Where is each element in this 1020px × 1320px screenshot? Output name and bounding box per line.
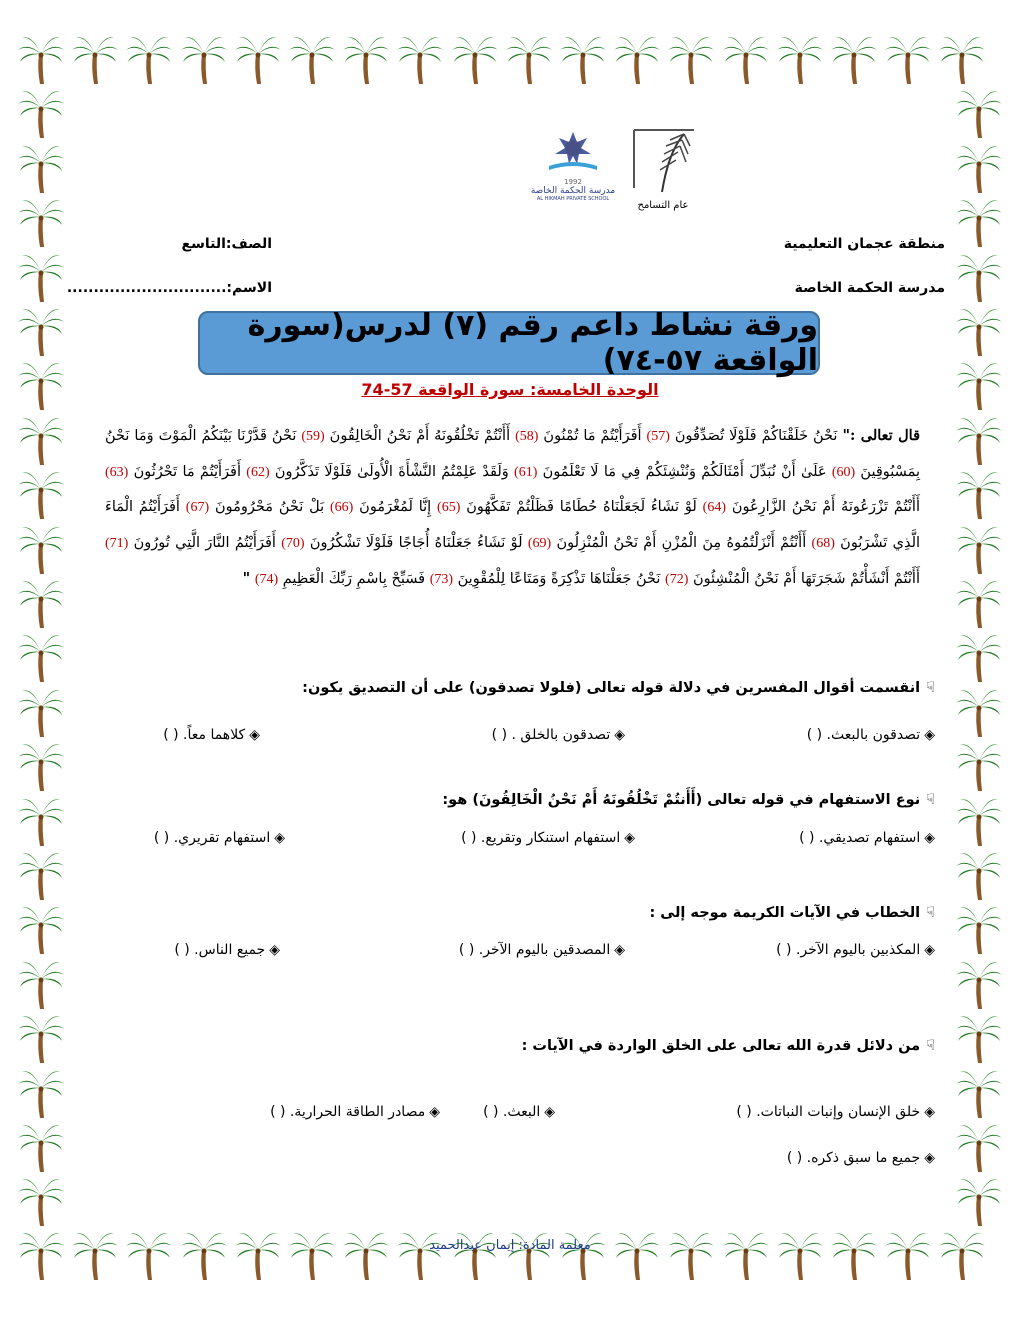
palm-tree-icon: [668, 1228, 714, 1280]
diamond-bullet-icon: ◈: [924, 727, 935, 743]
palm-tree-icon: [18, 86, 64, 138]
palm-tree-icon: [560, 1228, 606, 1280]
palm-tree-icon: [181, 32, 227, 84]
diamond-bullet-icon: ◈: [544, 1104, 555, 1120]
diamond-bullet-icon: ◈: [614, 942, 625, 958]
verse-text: نَحْنُ قَدَّرْنَا بَيْنَكُمُ الْمَوْتَ وَمَا نَحْنُ بِمَسْبُوقِينَ: [105, 428, 920, 480]
palm-tree-icon: [956, 576, 1002, 628]
answer-option[interactable]: [483, 1104, 555, 1120]
tolerance-logo-text: عام التسامح: [637, 200, 689, 211]
school-label: مدرسة الحكمة الخاصة: [794, 280, 945, 296]
verse-text: أَفَرَأَيْتُمُ النَّارَ الَّتِي تُورُونَ: [128, 534, 276, 551]
verse-number: (59): [301, 429, 325, 444]
worksheet-title: ورقة نشاط داعم رقم (٧) لدرس(سورة الواقعة ٥٧-٧٤): [247, 308, 818, 378]
palm-tree-icon: [956, 902, 1002, 954]
verse-text: أَأَنْتُمْ أَنْشَأْتُمْ شَجَرَتَهَا أَمْ نَحْنُ الْمُنْشِئُونَ: [688, 571, 920, 587]
palm-tree-icon: [956, 739, 1002, 791]
teacher-footer: معلمة المادة: إيمان عبدالحميد: [429, 1238, 591, 1253]
verse-text: أَفَرَأَيْتُمْ مَا تَحْرُثُونَ: [128, 463, 241, 480]
palm-frond-icon: [624, 128, 702, 198]
answer-option[interactable]: [461, 830, 635, 846]
verses-block: [105, 418, 920, 598]
name-field[interactable]: [67, 280, 272, 296]
palm-tree-icon: [18, 957, 64, 1009]
palm-tree-icon: [614, 1228, 660, 1280]
verse-number: (68): [811, 535, 835, 551]
palm-tree-icon: [956, 794, 1002, 846]
palm-tree-icon: [560, 32, 606, 84]
verse-text: أَأَنْتُمْ أَنْزَلْتُمُوهُ مِنَ الْمُزْنِ أَمْ نَحْنُ الْمُنْزِلُونَ: [551, 534, 807, 551]
palm-tree-icon: [956, 630, 1002, 682]
zone-label: منطقة عجمان التعليمية: [783, 236, 945, 252]
option-text: البعث. ( ): [483, 1104, 541, 1120]
verse-number: (69): [527, 535, 552, 551]
palm-tree-icon: [452, 32, 498, 84]
palm-tree-icon: [956, 413, 1002, 465]
palm-tree-icon: [956, 195, 1002, 247]
verse-number: (70): [281, 535, 305, 551]
question-text: من دلائل قدرة الله تعالى على الخلق الواردة في الآيات :: [521, 1038, 921, 1054]
option-text: خلق الإنسان وإنبات النباتات. ( ): [736, 1104, 921, 1120]
verse-text: نَحْنُ خَلَقْنَاكُمْ فَلَوْلَا تُصَدِّقُونَ: [669, 428, 838, 444]
palm-tree-icon: [506, 1228, 552, 1280]
palm-tree-icon: [18, 1174, 64, 1226]
palm-tree-icon: [235, 32, 281, 84]
palm-tree-icon: [18, 848, 64, 900]
palm-tree-icon: [343, 32, 389, 84]
palm-tree-icon: [956, 1174, 1002, 1226]
verse-number: (72): [665, 572, 689, 587]
palm-tree-icon: [956, 848, 1002, 900]
verse-number: (64): [702, 500, 726, 515]
verses-intro: قال تعالى :": [842, 427, 921, 444]
school-logo-english: AL HIKMAH PRIVATE SCHOOL: [536, 196, 610, 202]
palm-tree-icon: [18, 467, 64, 519]
palm-tree-icon: [18, 630, 64, 682]
answer-option[interactable]: [154, 830, 285, 846]
verse-number: (60): [831, 464, 856, 480]
palm-tree-icon: [885, 1228, 931, 1280]
verse-number: (73): [429, 572, 454, 587]
verse-number: (65): [437, 500, 461, 515]
palm-tree-icon: [723, 1228, 769, 1280]
palm-tree-icon: [18, 1066, 64, 1118]
palm-tree-icon: [126, 32, 172, 84]
verses-outro: ": [242, 570, 251, 587]
palm-tree-icon: [956, 1066, 1002, 1118]
answer-option[interactable]: [736, 1104, 935, 1120]
palm-tree-icon: [18, 32, 64, 84]
diamond-bullet-icon: ◈: [249, 727, 260, 743]
diamond-bullet-icon: ◈: [924, 942, 935, 958]
palm-tree-icon: [72, 32, 118, 84]
answer-option[interactable]: [787, 1150, 935, 1166]
option-text: تصدقون بالبعث. ( ): [806, 727, 921, 743]
school-logo: [528, 128, 618, 210]
answer-option[interactable]: [163, 727, 260, 743]
verse-number: (63): [105, 464, 129, 480]
palm-tree-icon: [506, 32, 552, 84]
diamond-bullet-icon: ◈: [624, 830, 635, 846]
diamond-bullet-icon: ◈: [269, 942, 280, 958]
palm-tree-icon: [18, 1011, 64, 1063]
diamond-bullet-icon: ◈: [924, 1150, 935, 1166]
answer-option[interactable]: [174, 942, 280, 958]
verse-text: أَأَنْتُمْ تَزْرَعُونَهُ أَمْ نَحْنُ الزَّارِعُونَ: [725, 499, 920, 515]
palm-tree-icon: [614, 32, 660, 84]
answer-option[interactable]: [776, 942, 935, 958]
verse-text: إِنَّا لَمُغْرَمُونَ: [353, 499, 432, 515]
option-text: المكذبين باليوم الآخر. ( ): [776, 942, 921, 958]
verse-text: بَلْ نَحْنُ مَحْرُومُونَ: [209, 499, 325, 515]
palm-tree-icon: [18, 685, 64, 737]
palm-tree-icon: [18, 413, 64, 465]
verse-text: لَوْ نَشَاءُ لَجَعَلْنَاهُ حُطَامًا فَظَلْتُمْ تَفَكَّهُونَ: [460, 499, 697, 515]
palm-tree-icon: [18, 141, 64, 193]
palm-tree-icon: [956, 250, 1002, 302]
palm-tree-icon: [777, 1228, 823, 1280]
pointing-hand-icon: ☟: [926, 1038, 935, 1054]
question-text: نوع الاستفهام في قوله تعالى (أَأَنتُمْ تَخْلُقُونَهُ أَمْ نَحْنُ الْخَالِقُونَ) هو:: [442, 792, 921, 808]
verse-number: (61): [514, 464, 538, 480]
palm-tree-icon: [956, 86, 1002, 138]
palm-tree-icon: [956, 685, 1002, 737]
option-text: جميع الناس. ( ): [174, 942, 266, 958]
palm-tree-icon: [18, 1228, 64, 1280]
option-text: استفهام استنكار وتقريع. ( ): [461, 830, 621, 846]
answer-option[interactable]: [807, 727, 935, 743]
palm-tree-icon: [18, 195, 64, 247]
school-logo-arabic: مدرسة الحكمة الخاصة: [530, 186, 616, 196]
palm-tree-icon: [956, 141, 1002, 193]
name-label: الاسم:: [226, 280, 272, 296]
question-2: [442, 792, 935, 808]
palm-tree-icon: [181, 1228, 227, 1280]
palm-tree-icon: [956, 957, 1002, 1009]
diamond-bullet-icon: ◈: [924, 1104, 935, 1120]
option-text: جميع ما سبق ذكره. ( ): [786, 1150, 921, 1166]
palm-tree-icon: [777, 32, 823, 84]
option-text: استفهام تصديقي. ( ): [799, 830, 921, 846]
palm-tree-icon: [18, 304, 64, 356]
name-dots: ..............................: [66, 280, 227, 296]
option-text: استفهام تقريري. ( ): [153, 830, 271, 846]
palm-tree-icon: [18, 902, 64, 954]
palm-tree-icon: [956, 304, 1002, 356]
palm-tree-icon: [956, 522, 1002, 574]
palm-tree-icon: [18, 522, 64, 574]
palm-tree-icon: [723, 32, 769, 84]
palm-tree-icon: [343, 1228, 389, 1280]
verse-number: (62): [246, 464, 270, 480]
diamond-bullet-icon: ◈: [614, 727, 625, 743]
palm-tree-icon: [289, 32, 335, 84]
palm-tree-icon: [18, 739, 64, 791]
palm-tree-icon: [289, 1228, 335, 1280]
verse-number: (57): [646, 429, 670, 444]
verse-number: (66): [329, 500, 354, 515]
palm-tree-icon: [939, 1228, 985, 1280]
verse-number: (67): [185, 500, 210, 515]
verse-text: أَفَرَأَيْتُمُ الْمَاءَ الَّذِي تَشْرَبُونَ: [105, 499, 921, 551]
verse-number: (58): [515, 429, 539, 444]
option-text: مصادر الطاقة الحرارية. ( ): [270, 1104, 426, 1120]
palm-tree-icon: [397, 1228, 443, 1280]
pointing-hand-icon: ☟: [926, 680, 935, 696]
school-emblem-icon: [543, 128, 603, 174]
verse-text: وَلَقَدْ عَلِمْتُمُ النَّشْأَةَ الْأُولَىٰ فَلَوْلَا تَذَكَّرُونَ: [269, 463, 509, 480]
palm-tree-icon: [668, 32, 714, 84]
palm-tree-icon: [18, 576, 64, 628]
palm-tree-icon: [831, 1228, 877, 1280]
answer-option[interactable]: [459, 942, 625, 958]
verse-text: عَلَىٰ أَنْ نُبَدِّلَ أَمْثَالَكُمْ وَنُنْشِئَكُمْ فِي مَا لَا تَعْلَمُونَ: [537, 463, 827, 480]
worksheet-title-banner: [198, 308, 820, 378]
palm-tree-icon: [18, 250, 64, 302]
palm-tree-icon: [72, 1228, 118, 1280]
verse-text: أَفَرَأَيْتُمْ مَا تُمْنُونَ: [538, 428, 642, 444]
diamond-bullet-icon: ◈: [429, 1104, 440, 1120]
question-3: [649, 905, 935, 921]
unit-title: الوحدة الخامسة: سورة الواقعة 57-74: [361, 380, 659, 399]
question-1: [302, 680, 935, 696]
palm-tree-icon: [452, 1228, 498, 1280]
verse-number: (71): [105, 535, 129, 551]
palm-tree-icon: [18, 1120, 64, 1172]
pointing-hand-icon: ☟: [926, 792, 935, 808]
verse-text: نَحْنُ جَعَلْنَاهَا تَذْكِرَةً وَمَتَاعًا لِلْمُقْوِينَ: [453, 571, 661, 587]
palm-tree-icon: [235, 1228, 281, 1280]
pointing-hand-icon: ☟: [926, 905, 935, 921]
school-logo-year: 1992: [564, 178, 582, 186]
palm-tree-icon: [956, 467, 1002, 519]
verse-text: أَأَنْتُمْ تَخْلُقُونَهُ أَمْ نَحْنُ الْخَالِقُونَ: [324, 428, 511, 444]
palm-tree-icon: [956, 1120, 1002, 1172]
question-text: انقسمت أقوال المفسرين في دلالة قوله تعالى (فلولا تصدقون) على أن التصديق يكون:: [302, 680, 921, 696]
grade-label: الصف:التاسع: [181, 236, 272, 252]
option-text: كلاهما معاً. ( ): [163, 727, 246, 743]
palm-tree-icon: [956, 1011, 1002, 1063]
palm-tree-icon: [126, 1228, 172, 1280]
palm-tree-icon: [397, 32, 443, 84]
verse-text: لَوْ نَشَاءُ جَعَلْنَاهُ أُجَاجًا فَلَوْلَا تَشْكُرُونَ: [304, 534, 523, 551]
palm-tree-icon: [885, 32, 931, 84]
diamond-bullet-icon: ◈: [924, 830, 935, 846]
answer-option[interactable]: [270, 1104, 440, 1120]
option-text: المصدقين باليوم الآخر. ( ): [458, 942, 611, 958]
verse-number: (74): [254, 572, 279, 587]
diamond-bullet-icon: ◈: [274, 830, 285, 846]
palm-tree-icon: [939, 32, 985, 84]
question-4: [522, 1038, 935, 1054]
answer-option[interactable]: [799, 830, 935, 846]
answer-option[interactable]: [492, 727, 625, 743]
palm-tree-icon: [831, 32, 877, 84]
palm-tree-icon: [18, 794, 64, 846]
tolerance-logo: [624, 128, 702, 211]
option-text: تصدقون بالخلق . ( ): [491, 727, 611, 743]
question-text: الخطاب في الآيات الكريمة موجه إلى :: [649, 905, 921, 921]
verse-text: فَسَبِّحْ بِاسْمِ رَبِّكَ الْعَظِيمِ: [278, 571, 426, 587]
